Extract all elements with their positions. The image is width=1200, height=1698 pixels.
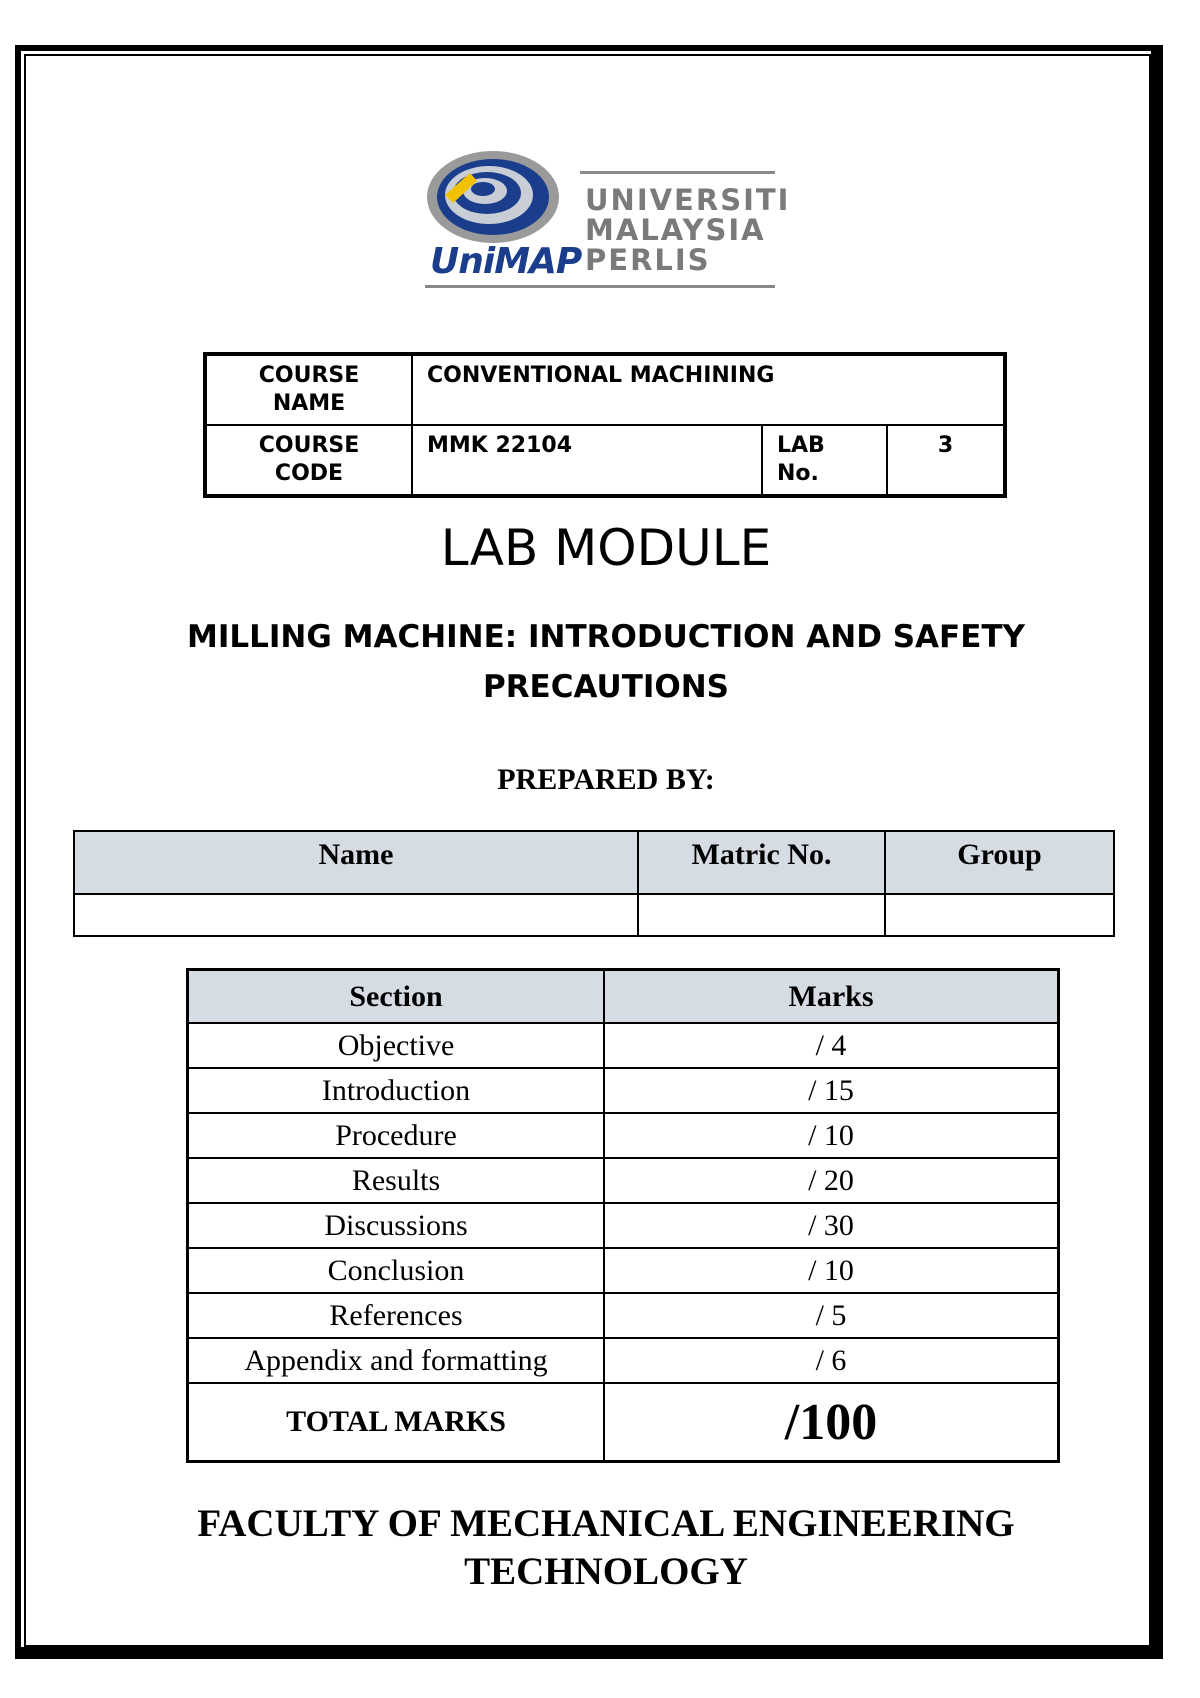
table-row — [188, 1293, 1059, 1338]
table-row — [188, 1338, 1059, 1383]
marks-cell: / 10 — [604, 1113, 1059, 1158]
total-marks-value: /100 — [604, 1383, 1059, 1462]
matric-cell[interactable] — [638, 894, 885, 936]
prepared-by-table — [73, 830, 1115, 937]
course-code-row — [205, 425, 1005, 496]
university-name-line2: MALAYSIA — [585, 213, 766, 247]
table-row — [188, 1203, 1059, 1248]
course-code-label: COURSE CODE — [205, 425, 412, 496]
course-name-label: COURSE NAME — [205, 354, 412, 425]
brand-wordmark: UniMAP — [430, 241, 582, 282]
table-row — [188, 1158, 1059, 1203]
group-cell[interactable] — [885, 894, 1114, 936]
prepared-by-entry-row — [74, 894, 1114, 936]
university-name-line1: UNIVERSITI — [585, 183, 791, 217]
marks-cell: / 5 — [604, 1293, 1059, 1338]
marks-cell: / 6 — [604, 1338, 1059, 1383]
column-header-marks: Marks — [604, 970, 1059, 1024]
university-name — [585, 185, 790, 275]
table-row — [188, 1113, 1059, 1158]
table-row — [188, 1023, 1059, 1068]
marks-cell: / 30 — [604, 1203, 1059, 1248]
lab-no-value: 3 — [887, 425, 1005, 496]
logo-rule-top — [580, 171, 775, 174]
table-row — [188, 1068, 1059, 1113]
total-row — [188, 1383, 1059, 1462]
course-info-table — [203, 352, 1007, 498]
marks-cell: / 10 — [604, 1248, 1059, 1293]
section-cell: References — [188, 1293, 605, 1338]
marks-cell: / 4 — [604, 1023, 1059, 1068]
page-title: LAB MODULE — [440, 519, 772, 577]
column-header-matric: Matric No. — [638, 831, 885, 894]
university-name-line3: PERLIS — [585, 243, 711, 277]
marks-cell: / 15 — [604, 1068, 1059, 1113]
section-cell: Conclusion — [188, 1248, 605, 1293]
name-cell[interactable] — [74, 894, 638, 936]
university-logo — [425, 145, 791, 295]
marks-cell: / 20 — [604, 1158, 1059, 1203]
column-header-group: Group — [885, 831, 1114, 894]
unimap-emblem-icon — [425, 145, 575, 255]
column-header-section: Section — [188, 970, 605, 1024]
marks-table — [186, 968, 1060, 1463]
faculty-name: FACULTY OF MECHANICAL ENGINEERING TECHNOLOGY — [197, 1502, 1015, 1593]
column-header-name: Name — [74, 831, 638, 894]
section-cell: Introduction — [188, 1068, 605, 1113]
prepared-by-label: PREPARED BY: — [497, 763, 715, 796]
marks-header-row — [188, 970, 1059, 1024]
section-cell: Results — [188, 1158, 605, 1203]
lab-no-label: LAB No. — [762, 425, 887, 496]
section-cell: Procedure — [188, 1113, 605, 1158]
section-cell: Objective — [188, 1023, 605, 1068]
prepared-by-header-row — [74, 831, 1114, 894]
course-name-row — [205, 354, 1005, 425]
section-cell: Discussions — [188, 1203, 605, 1248]
table-row — [188, 1248, 1059, 1293]
total-marks-label: TOTAL MARKS — [188, 1383, 605, 1462]
logo-rule-bottom — [425, 285, 775, 288]
course-name-value: CONVENTIONAL MACHINING — [412, 354, 1005, 425]
section-cell: Appendix and formatting — [188, 1338, 605, 1383]
module-subtitle: MILLING MACHINE: INTRODUCTION AND SAFETY PRECAUTIONS — [187, 619, 1025, 705]
course-code-value: MMK 22104 — [412, 425, 762, 496]
